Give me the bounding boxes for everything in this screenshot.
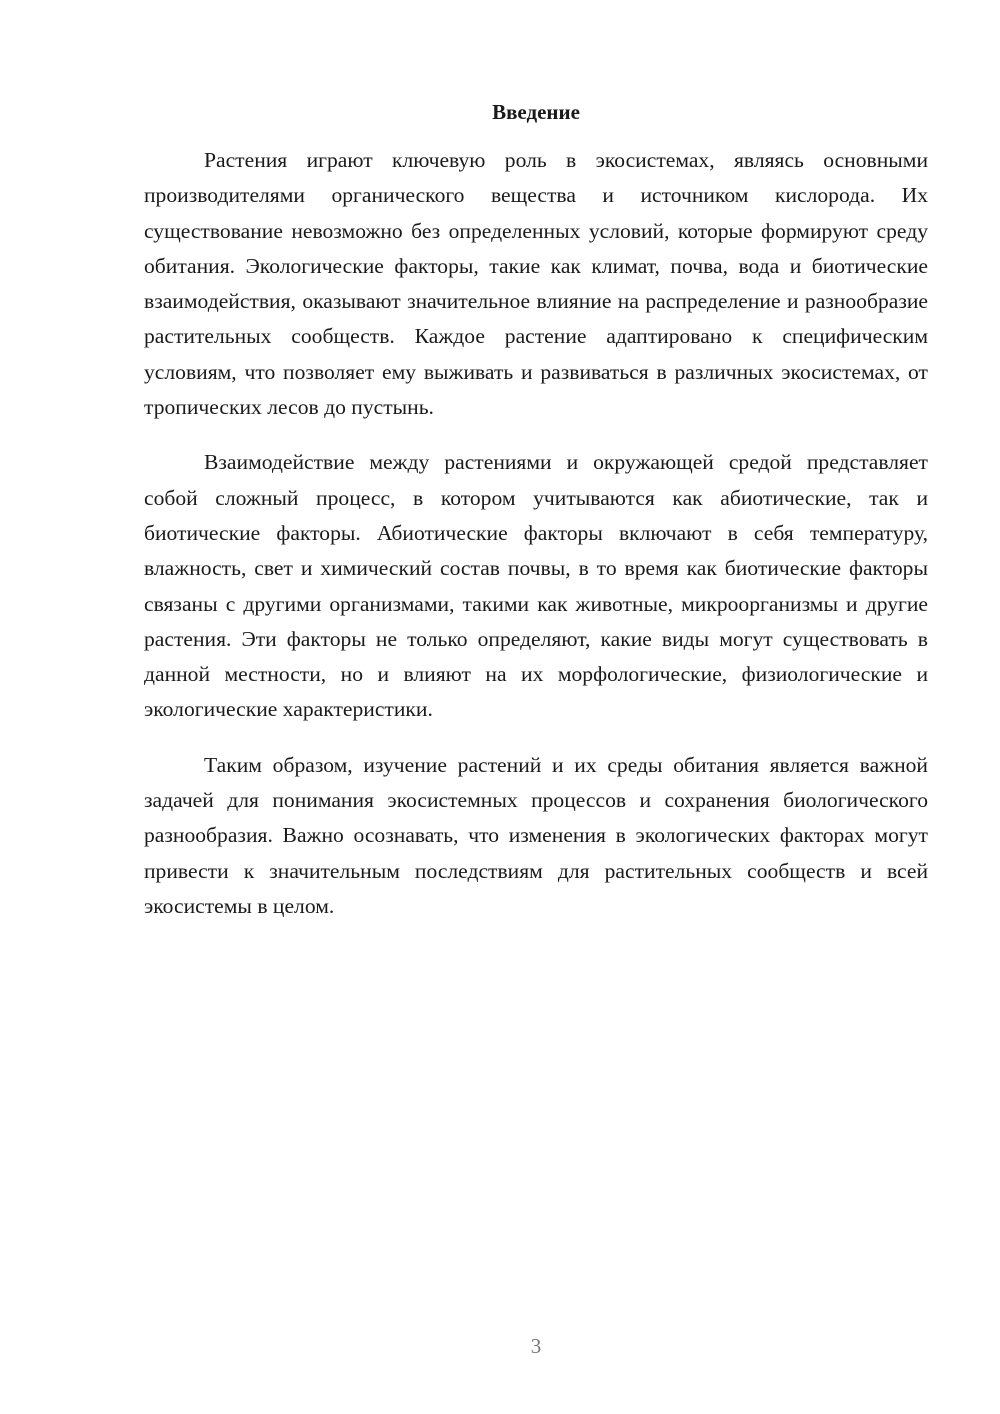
section-title: Введение: [492, 100, 580, 124]
paragraph-2: Взаимодействие между растениями и окружающей средой представляет собой сложный процесс, в котором учитываются как абиотические, так и биотические факторы. Абиотические факторы включают в себя температуру, влажность, свет и химический состав почвы, в то время как биотические факторы связаны с другими организмами, такими как животные, микроорганизмы и другие растения. Эти факторы не только определяют, какие виды могут существовать в данной местности, но и влияют на их морфологические, физиологические и экологические характеристики.: [144, 450, 928, 722]
body-text: [144, 143, 928, 944]
paragraph-3: Таким образом, изучение растений и их среды обитания является важной задачей для понимания экосистемных процессов и сохранения биологического разнообразия. Важно осознавать, что изменения в экологических факторах могут привести к значительным последствиям для растительных сообществ и всей экосистемы в целом.: [144, 752, 928, 918]
paragraph-1: Растения играют ключевую роль в экосистемах, являясь основными производителями органического вещества и источником кислорода. Их существование невозможно без определенных условий, которые формируют среду обитания. Экологические факторы, такие как климат, почва, вода и биотические взаимодействия, оказывают значительное влияние на распределение и разнообразие растительных сообществ. Каждое растение адаптировано к специфическим условиям, что позволяет ему выживать и развиваться в различных экосистемах, от тропических лесов до пустынь.: [144, 148, 928, 420]
page-number: 3: [530, 1334, 542, 1358]
